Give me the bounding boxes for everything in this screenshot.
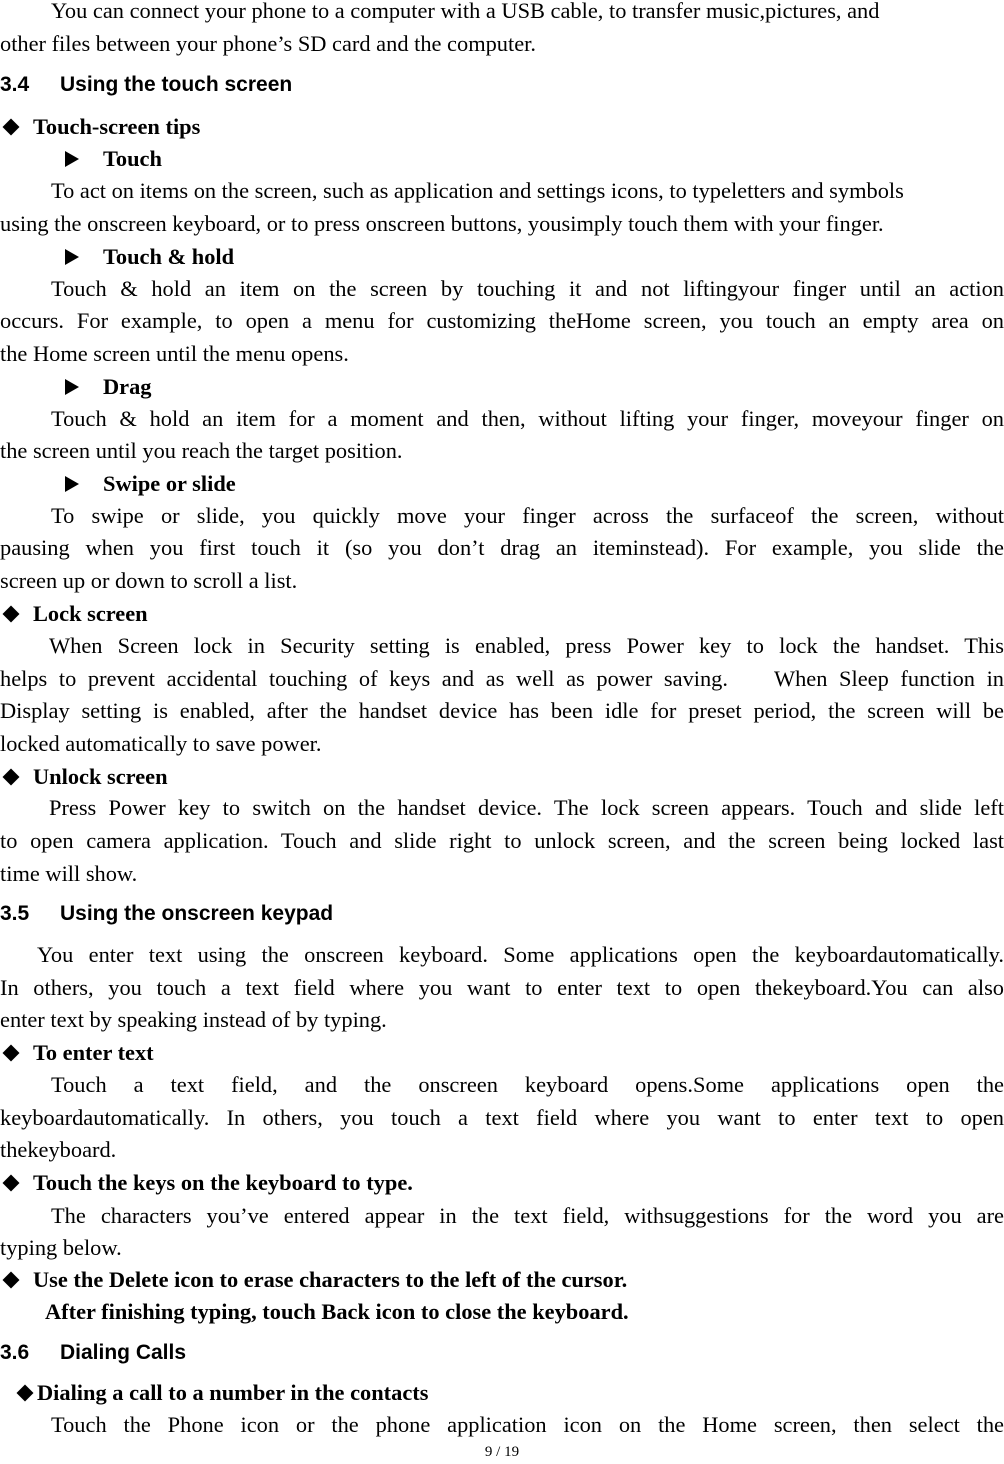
diamond-bullet-icon	[3, 119, 20, 136]
bullet-heading: Touch-screen tips	[0, 111, 1004, 143]
diamond-bullet-icon	[3, 1175, 20, 1192]
diamond-bullet-icon	[17, 1385, 34, 1402]
paragraph-line: thekeyboard.	[0, 1137, 117, 1162]
subheading-drag: Drag	[0, 371, 1004, 403]
paragraph-line: the screen until you reach the target position.	[0, 438, 403, 463]
paragraph-line: Touch & hold an item on the screen by touching it and not liftingyour finger until an action	[51, 276, 1004, 301]
arrow-bullet-icon	[65, 476, 79, 492]
page-number: 9 / 19	[484, 1444, 520, 1460]
section-title: Dialing Calls	[60, 1341, 187, 1364]
paragraph-line: using the onscreen keyboard, or to press onscreen buttons, yousimply touch them with your finger.	[0, 211, 884, 236]
paragraph-line: To swipe or slide, you quickly move your finger across the surfaceof the screen, without	[51, 503, 1004, 528]
paragraph-line: The characters you’ve entered appear in the text field, withsuggestions for the word you are	[51, 1203, 1004, 1228]
paragraph-line: To act on items on the screen, such as application and settings icons, to typeletters and symbols	[51, 178, 904, 203]
section-heading-3-5	[0, 898, 1004, 930]
diamond-bullet-icon	[3, 606, 20, 623]
paragraph-line: Display setting is enabled, after the handset device has been idle for preset period, the screen will be	[0, 698, 1004, 723]
bullet-heading: To enter text	[0, 1037, 1004, 1069]
section-number: 3.5	[0, 902, 30, 925]
paragraph-line: the Home screen until the menu opens.	[0, 341, 349, 366]
section-heading-3-4	[0, 69, 1004, 101]
paragraph-line: When Screen lock in Security setting is enabled, press Power key to lock the handset. This	[49, 633, 1004, 658]
paragraph-line: enter text by speaking instead of by typing.	[0, 1007, 387, 1032]
bullet-heading: Use the Delete icon to erase characters to the left of the cursor.	[0, 1264, 1004, 1296]
paragraph-line: Touch a text field, and the onscreen keyboard opens.Some applications open the	[51, 1072, 1004, 1097]
section-number: 3.4	[0, 73, 30, 96]
diamond-bullet-icon	[3, 769, 20, 786]
section-heading-3-6	[0, 1337, 1004, 1369]
paragraph-line: typing below.	[0, 1235, 122, 1260]
arrow-bullet-icon	[65, 151, 79, 167]
paragraph-line: keyboardautomatically. In others, you touch a text field where you want to enter text to open	[0, 1105, 1004, 1130]
paragraph-line: other files between your phone’s SD card and the computer.	[0, 31, 536, 56]
paragraph-line: time will show.	[0, 861, 138, 886]
section-title: Using the onscreen keypad	[60, 902, 334, 925]
bullet-heading: Touch the keys on the keyboard to type.	[0, 1167, 1004, 1199]
bullet-heading: Lock screen	[0, 598, 1004, 630]
arrow-bullet-icon	[65, 379, 79, 395]
paragraph-line: Press Power key to switch on the handset device. The lock screen appears. Touch and slide left	[49, 795, 1004, 820]
paragraph-line: locked automatically to save power.	[0, 731, 322, 756]
subheading-swipe: Swipe or slide	[0, 468, 1004, 500]
paragraph-line: After finishing typing, touch Back icon to close the keyboard.	[45, 1299, 629, 1324]
diamond-bullet-icon	[3, 1272, 20, 1289]
paragraph-line: helps to prevent accidental touching of keys and as well as power saving. When Sleep function in	[0, 666, 1004, 691]
paragraph-line: You enter text using the onscreen keyboard. Some applications open the keyboardautomatically.	[37, 942, 1004, 967]
paragraph-line: Touch & hold an item for a moment and then, without lifting your finger, moveyour finger on	[51, 406, 1004, 431]
section-title: Using the touch screen	[60, 73, 293, 96]
paragraph-line: occurs. For example, to open a menu for customizing theHome screen, you touch an empty area on	[0, 308, 1004, 333]
subheading-touch-hold: Touch & hold	[0, 241, 1004, 273]
paragraph-line: In others, you touch a text field where you want to enter text to open thekeyboard.You can also	[0, 975, 1004, 1000]
paragraph-line: screen up or down to scroll a list.	[0, 568, 298, 593]
bullet-heading: Dialing a call to a number in the contacts	[0, 1377, 1004, 1409]
subheading-touch: Touch	[0, 143, 1004, 175]
paragraph-line: You can connect your phone to a computer with a USB cable, to transfer music,pictures, and	[51, 0, 880, 23]
diamond-bullet-icon	[3, 1045, 20, 1062]
arrow-bullet-icon	[65, 249, 79, 265]
paragraph-line: pausing when you first touch it (so you don’t drag an iteminstead). For example, you slide the	[0, 535, 1004, 560]
bullet-heading: Unlock screen	[0, 761, 1004, 793]
paragraph-line: to open camera application. Touch and slide right to unlock screen, and the screen being locked last	[0, 828, 1004, 853]
section-number: 3.6	[0, 1341, 30, 1364]
paragraph-line: Touch the Phone icon or the phone application icon on the Home screen, then select the	[51, 1412, 1004, 1437]
